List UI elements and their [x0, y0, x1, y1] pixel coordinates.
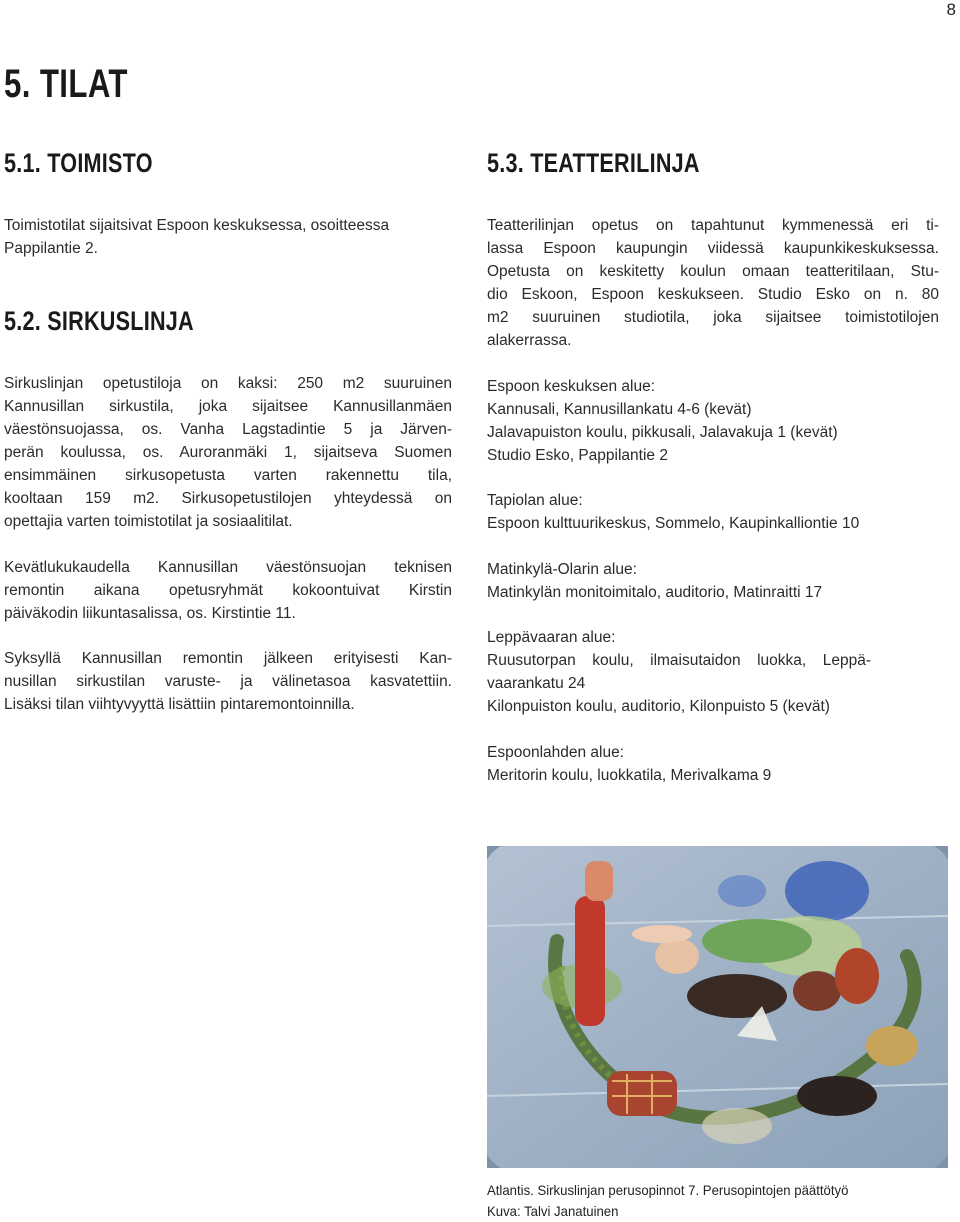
- text-line: perän koulussa, os. Auroranmäki 1, sijaitseva Suomen: [4, 444, 452, 461]
- performer-hair: [793, 971, 841, 1011]
- teatterilinja-intro: [487, 214, 939, 352]
- venue-line: Studio Esko, Pappilantie 2: [487, 447, 668, 464]
- caption-credit: Kuva: Talvi Janatuinen: [487, 1203, 619, 1219]
- blue-fabric: [785, 861, 869, 921]
- performer-blonde-hair: [866, 1026, 918, 1066]
- venue-line: Meritorin koulu, luokkatila, Merivalkama 9: [487, 767, 772, 784]
- text-line: remontin aikana opetusryhmät kokoontuivat Kirstin: [4, 582, 452, 599]
- venue-line: Ruusutorpan koulu, ilmaisutaidon luokka, Leppä-: [487, 652, 871, 669]
- performer-dark-clothing: [687, 974, 787, 1018]
- sirkuslinja-paragraph-1: [4, 372, 452, 533]
- area-title: Espoonlahden alue:: [487, 744, 625, 761]
- blue-fabric: [718, 875, 766, 907]
- pale-tulle: [702, 1108, 772, 1144]
- venue-line: vaarankatu 24: [487, 675, 586, 692]
- section-title: 5. TILAT: [4, 62, 128, 106]
- text-line: päiväkodin liikuntasalissa, os. Kirstintie 11.: [4, 605, 296, 622]
- venue-line: Kannusali, Kannusillankatu 4-6 (kevät): [487, 401, 752, 418]
- photo-caption: [487, 1180, 919, 1222]
- performer-arm: [632, 925, 692, 943]
- text-line: Pappilantie 2.: [4, 240, 98, 257]
- text-line: Sirkuslinjan opetustiloja on kaksi: 250 m2 suuruinen: [4, 375, 452, 392]
- text-line: alakerrassa.: [487, 332, 572, 349]
- performer-red-pants: [575, 896, 605, 1026]
- venue-line: Espoon kulttuurikeskus, Sommelo, Kaupinkalliontie 10: [487, 515, 860, 532]
- sirkuslinja-paragraph-2: [4, 556, 452, 625]
- venue-line: Jalavapuiston koulu, pikkusali, Jalavakuja 1 (kevät): [487, 424, 838, 441]
- performer-face: [655, 938, 699, 974]
- performer-red-hair: [835, 948, 879, 1004]
- area-espoon-keskus: [487, 375, 939, 467]
- text-line: m2 suuruinen studiotila, joka sijaitsee toimistotilojen: [487, 309, 939, 326]
- heading-teatterilinja: 5.3. TEATTERILINJA: [487, 148, 700, 178]
- text-line: Syksyllä Kannusillan remontin jälkeen erityisesti Kan-: [4, 650, 452, 667]
- text-line: Opetusta on keskitetty koulun omaan teatteritilaan, Stu-: [487, 263, 939, 280]
- page-number: 8: [946, 0, 956, 19]
- text-line: ensimmäinen sirkusopetusta varten rakennettu tila,: [4, 467, 452, 484]
- sirkuslinja-paragraph-3: [4, 647, 452, 716]
- area-title: Espoon keskuksen alue:: [487, 378, 656, 395]
- text-line: Lisäksi tilan viihtyvyyttä lisättiin pintaremontoinnilla.: [4, 696, 355, 713]
- text-line: Kevätlukukaudella Kannusillan väestönsuojan teknisen: [4, 559, 452, 576]
- heading-sirkuslinja: 5.2. SIRKUSLINJA: [4, 306, 194, 336]
- performer-socks: [585, 861, 613, 901]
- text-line: opettajia varten toimistotilat ja sosiaalitilat.: [4, 513, 293, 530]
- text-line: kooltaan 159 m2. Sirkusopetustilojen yhteydessä on: [4, 490, 452, 507]
- text-line: Toimistotilat sijaitsivat Espoon keskuksessa, osoitteessa: [4, 217, 390, 234]
- heading-toimisto: 5.1. TOIMISTO: [4, 148, 153, 178]
- text-line: lassa Espoon kaupungin viidessä kaupunkikeskuksessa.: [487, 240, 939, 257]
- text-line: dio Eskoon, Espoon keskukseen. Studio Esko on n. 80: [487, 286, 939, 303]
- performer-dark-dress: [797, 1076, 877, 1116]
- area-title: Tapiolan alue:: [487, 492, 583, 509]
- performer-plaid-shirt: [607, 1071, 677, 1116]
- area-title: Leppävaaran alue:: [487, 629, 616, 646]
- area-tapiola: [487, 489, 939, 535]
- text-line: Kannusillan sirkustila, joka sijaitsee Kannusillanmäen: [4, 398, 452, 415]
- area-matinkyla-olari: [487, 558, 939, 604]
- area-leppavaara: [487, 626, 939, 718]
- venue-line: Kilonpuiston koulu, auditorio, Kilonpuisto 5 (kevät): [487, 698, 830, 715]
- text-line: nusillan sirkustilan varuste- ja välinetasoa kasvatettiin.: [4, 673, 452, 690]
- toimisto-text: [4, 214, 452, 260]
- area-espoonlahti: [487, 741, 939, 787]
- area-title: Matinkylä-Olarin alue:: [487, 561, 637, 578]
- text-line: väestönsuojassa, os. Vanha Lagstadintie 5 ja Järven-: [4, 421, 452, 438]
- caption-line: Atlantis. Sirkuslinjan perusopinnot 7. Perusopintojen päättötyö: [487, 1182, 849, 1198]
- text-line: Teatterilinjan opetus on tapahtunut kymmenessä eri ti-: [487, 217, 939, 234]
- performer-green-top: [702, 919, 812, 963]
- performance-photo: [487, 846, 948, 1168]
- venue-line: Matinkylän monitoimitalo, auditorio, Matinraitti 17: [487, 584, 823, 601]
